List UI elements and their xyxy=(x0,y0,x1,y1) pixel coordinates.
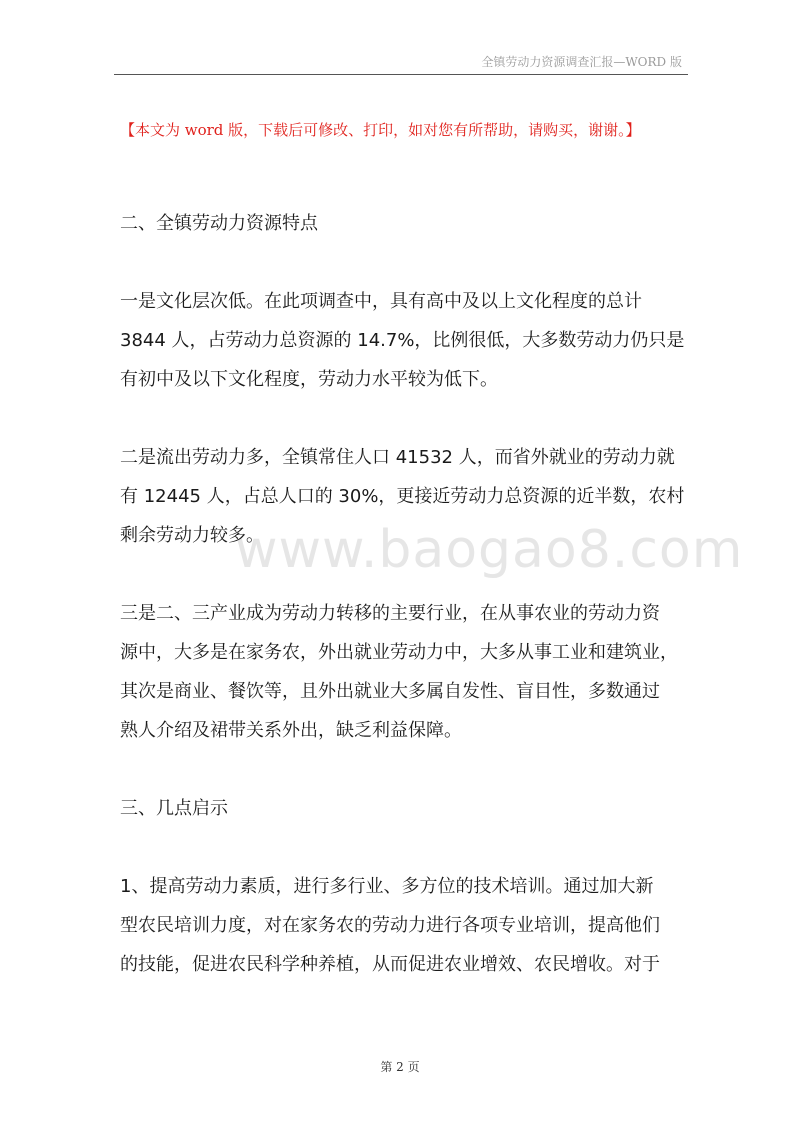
paragraph-line: 的技能，促进农民科学种养植，从而促进农业增效、农民增收。对于 xyxy=(120,954,660,975)
paragraph-line: 型农民培训力度，对在家务农的劳动力进行各项专业培训，提高他们 xyxy=(120,915,660,936)
download-notice: 【本文为 word 版，下载后可修改、打印，如对您有所帮助，请购买，谢谢。】 xyxy=(120,121,641,139)
paragraph-line: 一是文化层次低。在此项调查中，具有高中及以上文化程度的总计 xyxy=(120,291,642,312)
paragraph-line: 剩余劳动力较多。 xyxy=(120,525,264,546)
paragraph-line: 其次是商业、餐饮等，且外出就业大多属自发性、盲目性，多数通过 xyxy=(120,681,660,702)
paragraph-training xyxy=(120,867,690,984)
paragraph-education xyxy=(120,282,690,399)
document-body xyxy=(120,204,690,984)
paragraph-line: 有初中及以下文化程度，劳动力水平较为低下。 xyxy=(120,369,498,390)
paragraph-gap xyxy=(120,750,690,789)
paragraph-gap xyxy=(120,399,690,438)
paragraph-gap xyxy=(120,555,690,594)
section-heading xyxy=(120,789,690,828)
paragraph-outflow xyxy=(120,438,690,555)
section-heading xyxy=(120,204,690,243)
watermark: www.baogao8.com xyxy=(235,520,744,580)
running-header: 全镇劳动力资源调查汇报—WORD 版 xyxy=(481,55,682,69)
page-number: 第 2 页 xyxy=(380,1060,420,1074)
paragraph-line: 熟人介绍及裙带关系外出，缺乏利益保障。 xyxy=(120,720,462,741)
paragraph-line: 源中，大多是在家务农，外出就业劳动力中，大多从事工业和建筑业， xyxy=(120,642,678,663)
paragraph-line: 3844 人，占劳动力总资源的 14.7%，比例很低，大多数劳动力仍只是 xyxy=(120,330,685,351)
paragraph-line: 有 12445 人，占总人口的 30%，更接近劳动力总资源的近半数，农村 xyxy=(120,486,685,507)
paragraph-line: 二是流出劳动力多，全镇常住人口 41532 人，而省外就业的劳动力就 xyxy=(120,447,675,468)
paragraph-line: 三是二、三产业成为劳动力转移的主要行业，在从事农业的劳动力资 xyxy=(120,603,660,624)
paragraph-gap xyxy=(120,243,690,282)
paragraph-line: 1、提高劳动力素质，进行多行业、多方位的技术培训。通过加大新 xyxy=(120,876,654,897)
paragraph-industry xyxy=(120,594,690,750)
header-divider xyxy=(114,74,688,75)
paragraph-gap xyxy=(120,828,690,867)
section-heading-text: 二、全镇劳动力资源特点 xyxy=(120,213,318,234)
section-heading-text: 三、几点启示 xyxy=(120,798,228,819)
